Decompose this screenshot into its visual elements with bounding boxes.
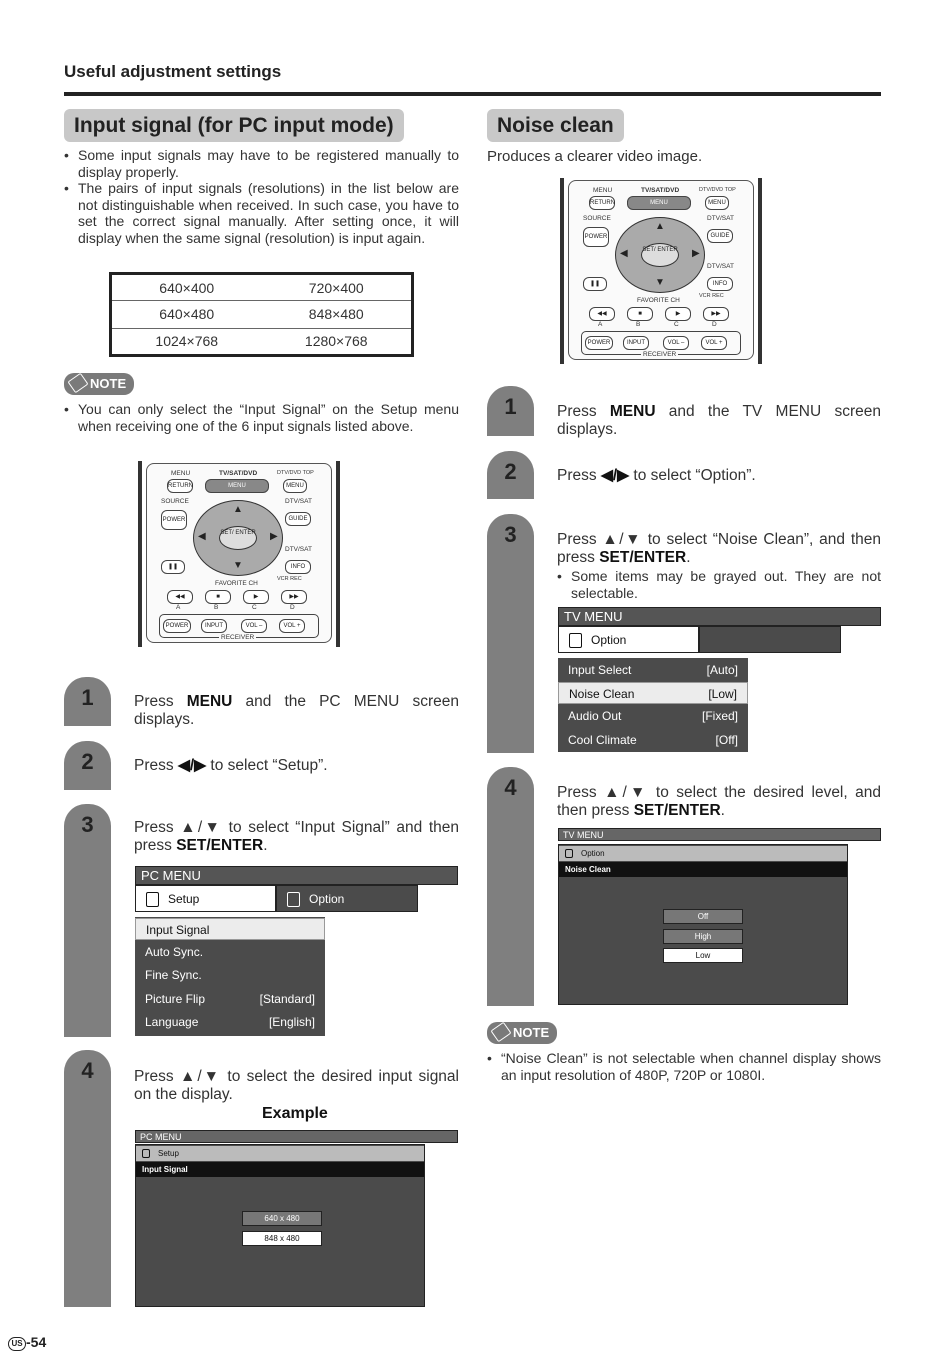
right-note: [487, 1050, 881, 1083]
note-label: NOTE: [90, 376, 127, 391]
list-item: Audio Out [Fixed]: [568, 709, 738, 723]
step-number: 2: [504, 459, 517, 484]
step-marker: [64, 1050, 111, 1307]
remote-label-a: A: [598, 321, 603, 328]
tv-menu-screen: [558, 607, 881, 752]
left-note: [64, 401, 459, 434]
remote-edge: [138, 461, 142, 647]
pause-button: ❚❚: [583, 277, 607, 291]
note-label: NOTE: [513, 1025, 550, 1040]
step3-note: [557, 568, 881, 601]
step-marker: [64, 804, 111, 1037]
level-screen-body: [558, 844, 848, 1005]
tab-empty: [699, 626, 841, 653]
resolution-table: [109, 272, 414, 357]
up-arrow-icon: ▲: [233, 504, 243, 515]
remote-label-dtv-sat: DTV/SAT: [707, 263, 734, 270]
pencil-icon: [490, 1022, 511, 1043]
volume-up-button: VOL +: [701, 336, 727, 350]
remote-label-dtv-sat: DTV/SAT: [285, 498, 312, 505]
menu-header: TV MENU: [558, 607, 881, 626]
remote-label-receiver: RECEIVER: [643, 351, 677, 358]
step-instruction: Press ◀/▶ to select “Setup”.: [134, 757, 328, 774]
bullet-item: • The pairs of input signals (resolutions) in the list below are not distinguishable when received. In such case, you have to set the correct signal manually. After setting once, it will display when the same signal (resolution) is input again.: [64, 180, 459, 246]
stop-button: ■: [627, 307, 653, 321]
list-item: Language [English]: [145, 1015, 315, 1029]
play-button: ▶: [243, 590, 269, 604]
left-arrow-icon: ◀: [198, 531, 206, 542]
menu-top-button: MENU: [705, 196, 729, 210]
remote-label-b: B: [636, 321, 641, 328]
table-cell: 720×400: [308, 279, 364, 296]
power-button: POWER: [583, 227, 609, 247]
step-number: 1: [81, 685, 94, 710]
up-arrow-icon: ▲: [655, 221, 665, 232]
menu-button: MENU: [627, 196, 691, 210]
list-item: Noise Clean [Low]: [558, 682, 748, 704]
stop-button: ■: [205, 590, 231, 604]
step-instruction: Press ▲/▼ to select the desired level, and then press SET/ENTER.: [557, 784, 881, 819]
step-number: 3: [81, 812, 94, 837]
remote-edge: [336, 461, 340, 647]
volume-down-button: VOL –: [663, 336, 689, 350]
signal-option: 640 x 480: [242, 1211, 322, 1226]
table-row: [111, 328, 413, 355]
page-number: [8, 1334, 46, 1351]
step-marker: [64, 741, 111, 790]
remote-label-d: D: [712, 321, 717, 328]
example-screen: [135, 1130, 458, 1308]
remote-label-source: SOURCE: [161, 498, 189, 505]
step-number: 4: [504, 775, 517, 800]
tab-setup: Setup: [135, 885, 276, 912]
step-marker: [487, 767, 534, 1006]
table-row: [111, 301, 413, 328]
bullet-item: • Some input signals may have to be registered manually to display properly.: [64, 147, 459, 180]
fast-forward-button: ▶▶: [703, 307, 729, 321]
submenu-title: Noise Clean: [559, 862, 847, 877]
remote-edge: [560, 178, 564, 364]
submenu-title: Input Signal: [136, 1162, 424, 1177]
table-cell: 640×480: [111, 301, 262, 328]
tv-menu-list: [558, 658, 748, 752]
list-item: Input Signal: [135, 918, 325, 940]
remote-label-c: C: [252, 604, 257, 611]
remote-label-tv-sat-dvd: TV/SAT/DVD: [641, 187, 680, 194]
tab-option: Option: [559, 846, 847, 861]
step-instruction: Press ◀/▶ to select “Option”.: [557, 467, 756, 484]
down-arrow-icon: ▼: [233, 560, 243, 571]
table-cell: 848×480: [262, 301, 413, 328]
page-number-text: -54: [26, 1334, 47, 1350]
step-marker: [487, 451, 534, 499]
menu-top-button: MENU: [283, 479, 307, 493]
bullet-item: • Some items may be grayed out. They are not selectable.: [557, 568, 881, 601]
dpad: [615, 217, 705, 293]
left-section-title: Input signal (for PC input mode): [64, 109, 404, 142]
right-section-title: Noise clean: [487, 109, 624, 142]
step-instruction: Press ▲/▼ to select “Noise Clean”, and then press SET/ENTER.: [557, 531, 881, 566]
example-label: Example: [262, 1105, 328, 1122]
volume-up-button: VOL +: [279, 619, 305, 633]
table-cell: 1280×768: [262, 328, 413, 355]
volume-down-button: VOL –: [241, 619, 267, 633]
step-instruction: Press MENU and the PC MENU screen displays.: [134, 693, 459, 728]
remote-label-vcr-rec: VCR REC: [699, 293, 724, 299]
rewind-button: ◀◀: [589, 307, 615, 321]
table-cell: 1024×768: [111, 328, 262, 355]
note-badge: [487, 1022, 557, 1044]
step-instruction: Press ▲/▼ to select “Input Signal” and then press SET/ENTER.: [134, 819, 459, 854]
fast-forward-button: ▶▶: [281, 590, 307, 604]
remote-label-c: C: [674, 321, 679, 328]
remote-edge: [758, 178, 762, 364]
step-marker: [64, 677, 111, 726]
option-icon: [565, 849, 573, 858]
remote-label-dtv-dvd-top: DTV/DVD TOP: [277, 470, 314, 476]
set-enter-button: SET/ ENTER: [219, 526, 257, 550]
list-item: Fine Sync.: [145, 968, 202, 982]
option-icon: [287, 892, 300, 907]
intro-text: Produces a clearer video image.: [487, 148, 703, 165]
remote-label-dtv-sat: DTV/SAT: [707, 215, 734, 222]
option-icon: [569, 633, 582, 648]
remote-label-b: B: [214, 604, 219, 611]
region-badge: US: [8, 1337, 26, 1351]
remote-label-d: D: [290, 604, 295, 611]
return-button: RETURN: [167, 479, 193, 493]
remote-control-illustration: [560, 178, 762, 364]
info-button: INFO: [285, 560, 311, 574]
step-number: 1: [504, 394, 517, 419]
pc-menu-list: [135, 917, 325, 1036]
guide-button: GUIDE: [707, 229, 733, 243]
setup-icon: [142, 1149, 150, 1158]
remote-body: [568, 180, 754, 360]
remote-label-a: A: [176, 604, 181, 611]
info-button: INFO: [707, 277, 733, 291]
section-heading: Useful adjustment settings: [64, 62, 282, 81]
dpad: [193, 500, 283, 576]
table-row: [111, 274, 413, 301]
level-screen: [558, 828, 881, 1006]
right-arrow-icon: ▶: [692, 248, 700, 259]
tab-option: Option: [276, 885, 418, 912]
signal-option: 848 x 480: [242, 1231, 322, 1246]
header-rule: [64, 92, 881, 96]
remote-label-menu: MENU: [171, 470, 191, 477]
step-number: 2: [81, 749, 94, 774]
tab-option: Option: [558, 626, 699, 653]
level-option: Low: [663, 948, 743, 963]
menu-header: PC MENU: [135, 866, 458, 885]
left-bullet-list: [64, 147, 459, 246]
step-instruction: Press ▲/▼ to select the desired input signal on the display.: [134, 1068, 459, 1103]
remote-label-source: SOURCE: [583, 215, 611, 222]
play-button: ▶: [665, 307, 691, 321]
right-arrow-icon: ▶: [270, 531, 278, 542]
level-option: Off: [663, 909, 743, 924]
down-arrow-icon: ▼: [655, 277, 665, 288]
list-item: Cool Climate [Off]: [568, 733, 738, 747]
remote-body: [146, 463, 332, 643]
table-cell: 640×400: [159, 279, 215, 296]
rewind-button: ◀◀: [167, 590, 193, 604]
setup-icon: [146, 892, 159, 907]
menu-button: MENU: [205, 479, 269, 493]
receiver-power-button: POWER: [163, 619, 191, 633]
pc-menu-screen: [135, 866, 458, 1036]
note-badge: [64, 373, 134, 395]
remote-label-tv-sat-dvd: TV/SAT/DVD: [219, 470, 258, 477]
power-button: POWER: [161, 510, 187, 530]
menu-header: PC MENU: [135, 1130, 458, 1143]
list-item: Auto Sync.: [145, 945, 204, 959]
note-text: • You can only select the “Input Signal” on the Setup menu when receiving one of the 6 input signals listed above.: [64, 401, 459, 434]
tab-setup: Setup: [136, 1146, 424, 1161]
remote-control-illustration: [138, 461, 340, 647]
step-number: 3: [504, 522, 517, 547]
input-button: INPUT: [623, 336, 649, 350]
step-marker: [487, 386, 534, 436]
step-number: 4: [81, 1058, 94, 1083]
left-arrow-icon: ◀: [620, 248, 628, 259]
guide-button: GUIDE: [285, 512, 311, 526]
input-button: INPUT: [201, 619, 227, 633]
list-item: Input Select [Auto]: [568, 663, 738, 677]
step-instruction: Press MENU and the TV MENU screen displays.: [557, 403, 881, 438]
step-marker: [487, 514, 534, 753]
example-screen-body: [135, 1144, 425, 1307]
return-button: RETURN: [589, 196, 615, 210]
remote-label-favorite: FAVORITE CH: [637, 297, 680, 304]
level-option: High: [663, 929, 743, 944]
remote-label-favorite: FAVORITE CH: [215, 580, 258, 587]
note-text: • “Noise Clean” is not selectable when channel display shows an input resolution of 480P, 720P or 1080I.: [487, 1050, 881, 1083]
remote-label-receiver: RECEIVER: [221, 634, 255, 641]
menu-header: TV MENU: [558, 828, 881, 841]
list-item: Picture Flip [Standard]: [145, 992, 315, 1006]
pencil-icon: [67, 373, 88, 394]
receiver-power-button: POWER: [585, 336, 613, 350]
set-enter-button: SET/ ENTER: [641, 243, 679, 267]
remote-label-dtv-dvd-top: DTV/DVD TOP: [699, 187, 736, 193]
remote-label-menu: MENU: [593, 187, 613, 194]
pause-button: ❚❚: [161, 560, 185, 574]
remote-label-vcr-rec: VCR REC: [277, 576, 302, 582]
remote-label-dtv-sat: DTV/SAT: [285, 546, 312, 553]
